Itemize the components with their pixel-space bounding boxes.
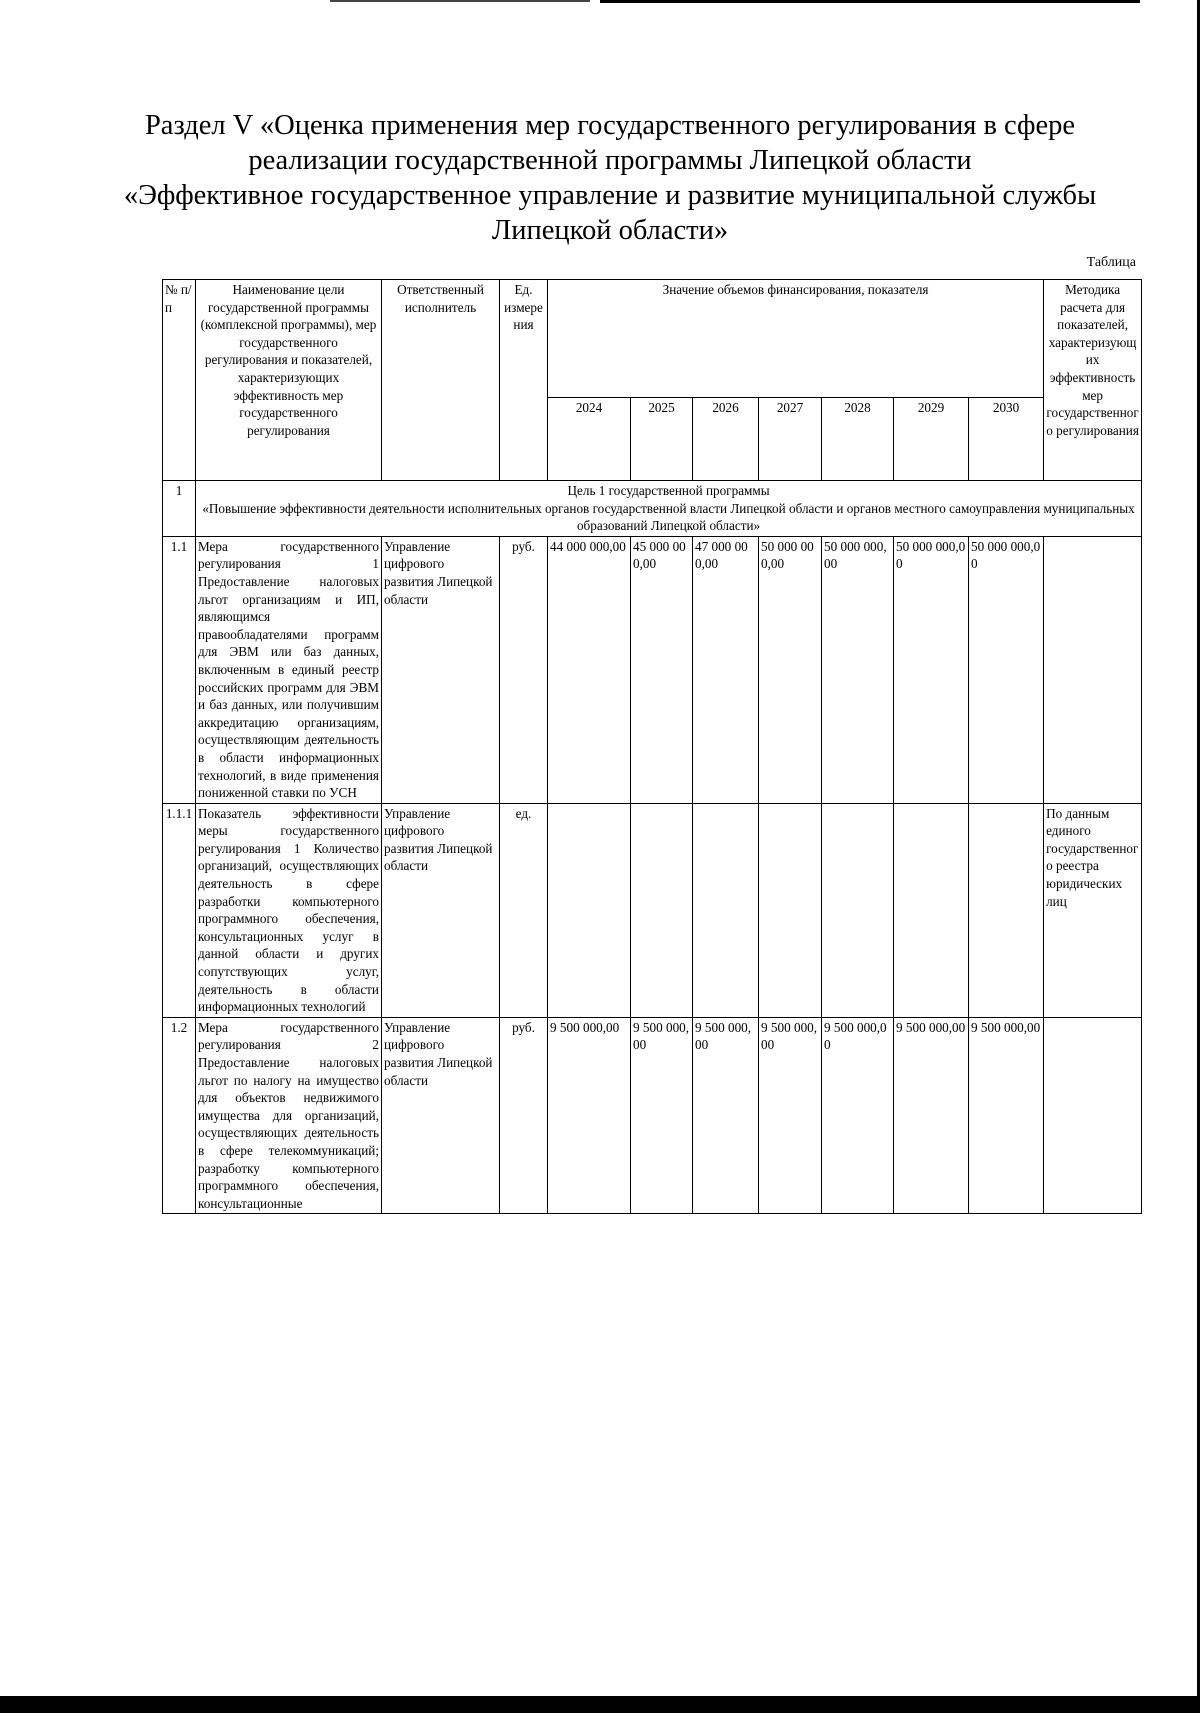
- table-row: [163, 1017, 1142, 1214]
- row-num: 1.2: [163, 1017, 196, 1214]
- year-2028: 2028: [822, 398, 894, 481]
- row-value-2026: 47 000 000,00: [693, 536, 759, 803]
- header-unit: Ед. измерения: [500, 280, 548, 481]
- row-name: Мера государственного регулирования 1 Предоставление налоговых льгот организациям и ИП, являющимся правообладателями программ для ЭВМ или баз данных, включенным в единый реестр российских программ для ЭВМ и баз данных, или получившим аккредитацию организациям, осуществляющим деятельность в области информационных технологий, в виде применения пониженной ставки по УСН: [196, 536, 382, 803]
- row-value-2026: 9 500 000,00: [693, 1017, 759, 1214]
- row-value-2025: [631, 803, 693, 1017]
- row-value-2024: 9 500 000,00: [548, 1017, 631, 1214]
- row-value-2028: 50 000 000,00: [822, 536, 894, 803]
- row-value-2030: 9 500 000,00: [969, 1017, 1044, 1214]
- row-value-2027: 9 500 000,00: [759, 1017, 822, 1214]
- row-num: 1.1: [163, 536, 196, 803]
- year-2026: 2026: [693, 398, 759, 481]
- row-value-2028: 9 500 000,00: [822, 1017, 894, 1214]
- year-2025: 2025: [631, 398, 693, 481]
- title-line-1: Раздел V «Оценка применения мер государственного регулирования в сфере: [144, 110, 1076, 141]
- header-method: Методика расчета для показателей, характеризующих эффективность мер государственного регулирования: [1044, 280, 1142, 481]
- row-value-2029: 50 000 000,00: [894, 536, 969, 803]
- year-2024: 2024: [548, 398, 631, 481]
- row-value-2030: 50 000 000,00: [969, 536, 1044, 803]
- scan-artifact-top-left: [330, 0, 590, 2]
- row-unit: ед.: [500, 803, 548, 1017]
- row-value-2024: [548, 803, 631, 1017]
- header-executor: Ответственный исполнитель: [382, 280, 500, 481]
- title-line-2: реализации государственной программы Липецкой области: [248, 145, 972, 176]
- row-value-2025: 45 000 000,00: [631, 536, 693, 803]
- row-value-2027: 50 000 000,00: [759, 536, 822, 803]
- header-row: [163, 280, 1142, 398]
- row-value-2030: [969, 803, 1044, 1017]
- goal-line-2: «Повышение эффективности деятельности исполнительных органов государственной власти Липецкой области и органов местного самоуправления муниципальных образований Липецкой области»: [202, 500, 1135, 534]
- row-value-2028: [822, 803, 894, 1017]
- table-row: [163, 803, 1142, 1017]
- scan-artifact-top-right: [600, 0, 1140, 3]
- header-financing: Значение объемов финансирования, показателя: [548, 280, 1044, 398]
- goal-text: [196, 481, 1142, 537]
- row-value-2027: [759, 803, 822, 1017]
- year-2030: 2030: [969, 398, 1044, 481]
- goal-line-1: Цель 1 государственной программы: [567, 483, 770, 498]
- row-method: [1044, 536, 1142, 803]
- title-line-3: «Эффективное государственное управление и развитие муниципальной службы: [123, 180, 1097, 211]
- row-name: Мера государственного регулирования 2 Предоставление налоговых льгот по налогу на имущество для объектов недвижимого имущества для организаций, осуществляющих деятельность в сфере телекоммуникаций; разработку компьютерного программного обеспечения, консультационные: [196, 1017, 382, 1214]
- table-caption: Таблица: [1086, 255, 1136, 270]
- row-unit: руб.: [500, 1017, 548, 1214]
- section-title: [110, 108, 1110, 248]
- row-value-2026: [693, 803, 759, 1017]
- row-unit: руб.: [500, 536, 548, 803]
- row-executor: Управление цифрового развития Липецкой области: [382, 536, 500, 803]
- row-num: 1.1.1: [163, 803, 196, 1017]
- table-row: [163, 536, 1142, 803]
- measures-table: [162, 279, 1142, 1214]
- row-method: По данным единого государственного реестра юридических лиц: [1044, 803, 1142, 1017]
- row-executor: Управление цифрового развития Липецкой области: [382, 803, 500, 1017]
- header-num: № п/п: [163, 280, 196, 481]
- row-value-2024: 44 000 000,00: [548, 536, 631, 803]
- title-line-4: Липецкой области»: [491, 215, 729, 246]
- year-2029: 2029: [894, 398, 969, 481]
- row-executor: Управление цифрового развития Липецкой области: [382, 1017, 500, 1214]
- row-value-2029: [894, 803, 969, 1017]
- goal-row: [163, 481, 1142, 537]
- year-2027: 2027: [759, 398, 822, 481]
- row-value-2029: 9 500 000,00: [894, 1017, 969, 1214]
- row-name: Показатель эффективности меры государственного регулирования 1 Количество организаций, осуществляющих деятельность в сфере разработки компьютерного программного обеспечения, консультационных услуг в данной области и других сопутствующих услуг, деятельность в области информационных технологий: [196, 803, 382, 1017]
- row-method: [1044, 1017, 1142, 1214]
- scan-artifact-bottom: [0, 1696, 1200, 1713]
- goal-num: 1: [163, 481, 196, 537]
- header-name: Наименование цели государственной программы (комплексной программы), мер государственного регулирования и показателей, характеризующих эффективность мер государственного регулирования: [196, 280, 382, 481]
- row-value-2025: 9 500 000,00: [631, 1017, 693, 1214]
